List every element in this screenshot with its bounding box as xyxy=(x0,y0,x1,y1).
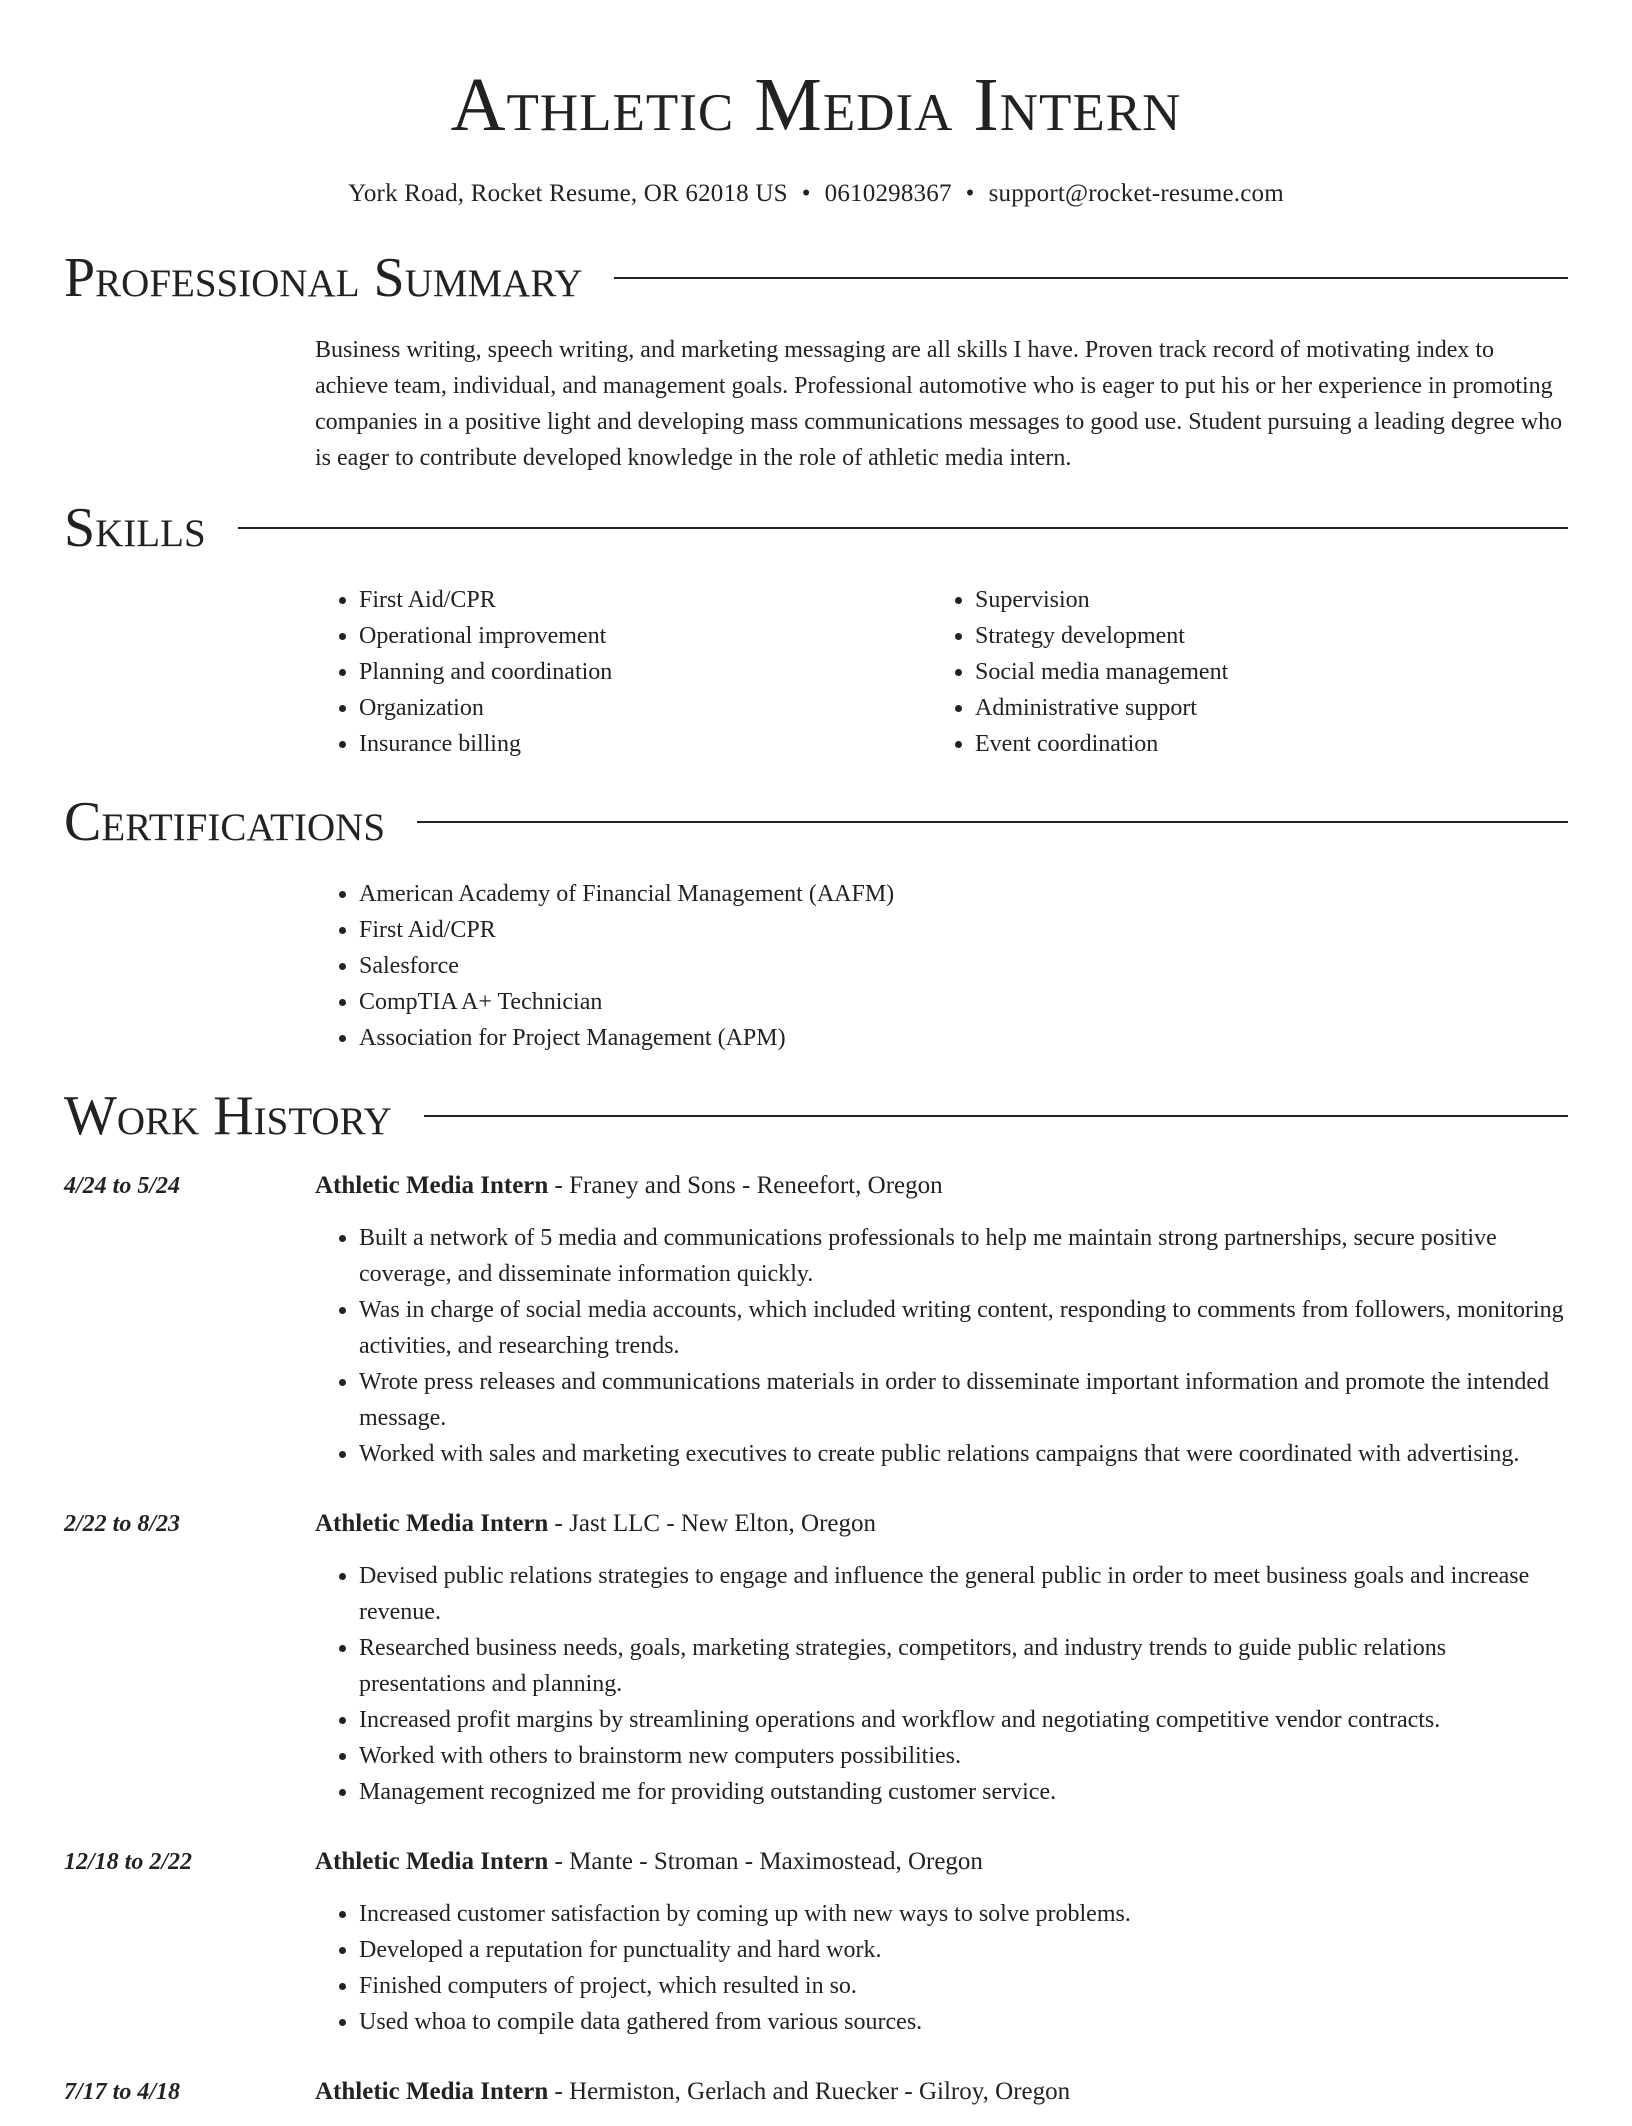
skills-section-header xyxy=(64,498,1568,558)
job-entry xyxy=(64,1506,1568,1810)
list-item: • Wrote press releases and communications materials in order to disseminate important information and promote the intended message. xyxy=(359,1364,1568,1436)
summary-text: Business writing, speech writing, and marketing messaging are all skills I have. Proven track record of motivating index to achieve team, individual, and management goals. Professional automotive who is eager to put his or her experience in promoting companies in a positive light and developing mass communications messages to good use. Student pursuing a leading degree who is eager to contribute developed knowledge in the role of athletic media intern. xyxy=(315,337,1563,471)
section-divider xyxy=(238,527,1568,529)
job-dates: 4/24 to 5/24 xyxy=(64,1173,181,1199)
contact-line xyxy=(64,178,1568,210)
job-bullets xyxy=(315,1220,1568,1472)
address-text: York Road, Rocket Resume, OR 62018 US xyxy=(348,180,788,207)
job-body xyxy=(315,1506,1568,1810)
job-heading xyxy=(315,2074,1568,2110)
job-entry xyxy=(64,2074,1568,2126)
skills-column-left xyxy=(315,582,931,762)
list-item: • American Academy of Financial Management (AAFM) xyxy=(359,876,1568,912)
list-item: • Developed a reputation for punctuality and hard work. xyxy=(359,1932,1568,1968)
list-item: • Used whoa to compile data gathered from various sources. xyxy=(359,2004,1568,2040)
list-item: • Was in charge of social media accounts, which included writing content, responding to comments from followers, monitoring activities, and researching trends. xyxy=(359,1292,1568,1364)
job-details: - Hermiston, Gerlach and Ruecker - Gilroy, Oregon xyxy=(548,2078,1071,2105)
job-bullets xyxy=(315,1558,1568,1810)
job-title: Athletic Media Intern xyxy=(315,1172,549,1199)
resume-page xyxy=(64,0,1568,2126)
list-item: • Planning and coordination xyxy=(359,654,931,690)
job-body xyxy=(315,2074,1568,2126)
section-divider xyxy=(424,1115,1568,1117)
separator-dot: • xyxy=(965,180,975,207)
certifications-items xyxy=(315,876,1568,1056)
job-heading xyxy=(315,1844,1568,1880)
list-item: • Devised public relations strategies to engage and influence the general public in order to meet business goals and increase revenue. xyxy=(359,1558,1568,1630)
list-item: • Organization xyxy=(359,690,931,726)
job-dates: 7/17 to 4/18 xyxy=(64,2079,181,2105)
list-item: • Social media management xyxy=(975,654,1547,690)
list-item: • Built a network of 5 media and communications professionals to help me maintain strong partnerships, secure positive coverage, and disseminate information quickly. xyxy=(359,1220,1568,1292)
skills-list xyxy=(315,582,1568,762)
email-text: support@rocket-resume.com xyxy=(988,180,1284,207)
list-item: • Event coordination xyxy=(975,726,1547,762)
page-title: Athletic Media Intern xyxy=(450,63,1182,147)
list-item: • Researched business needs, goals, marketing strategies, competitors, and industry trends to guide public relations presentations and planning. xyxy=(359,1630,1568,1702)
list-item: • Strategy development xyxy=(975,618,1547,654)
job-entry xyxy=(64,1844,1568,2040)
job-body xyxy=(315,1168,1568,1472)
list-item: • First Aid/CPR xyxy=(359,912,1568,948)
list-item: • Management recognized me for providing outstanding customer service. xyxy=(359,1774,1568,1810)
section-divider xyxy=(417,821,1568,823)
summary-heading: Professional Summary xyxy=(64,247,583,309)
skills-heading: Skills xyxy=(64,497,206,559)
job-bullets xyxy=(315,1896,1568,2040)
list-item: • First Aid/CPR xyxy=(359,582,931,618)
skills-column-right xyxy=(931,582,1547,762)
work-history-section-header xyxy=(64,1086,1568,1146)
job-title: Athletic Media Intern xyxy=(315,1848,549,1875)
list-item: • Finished computers of project, which resulted in so. xyxy=(359,1968,1568,2004)
separator-dot: • xyxy=(801,180,811,207)
job-details: - Mante - Stroman - Maximostead, Oregon xyxy=(548,1848,983,1875)
list-item: • Worked with sales and marketing executives to create public relations campaigns that were coordinated with advertising. xyxy=(359,1436,1568,1472)
list-item: • Increased profit margins by streamlining operations and workflow and negotiating competitive vendor contracts. xyxy=(359,1702,1568,1738)
job-body xyxy=(315,1844,1568,2040)
certifications-heading: Certifications xyxy=(64,791,386,853)
job-dates: 2/22 to 8/23 xyxy=(64,1511,181,1537)
summary-section xyxy=(315,332,1568,476)
summary-section-header xyxy=(64,248,1568,308)
list-item: • Operational improvement xyxy=(359,618,931,654)
job-heading xyxy=(315,1506,1568,1542)
job-details: - Franey and Sons - Reneefort, Oregon xyxy=(548,1172,943,1199)
list-item: • Association for Project Management (APM) xyxy=(359,1020,1568,1056)
job-title: Athletic Media Intern xyxy=(315,2078,549,2105)
list-item: • CompTIA A+ Technician xyxy=(359,984,1568,1020)
certifications-section-header xyxy=(64,792,1568,852)
list-item: • Increased customer satisfaction by coming up with new ways to solve problems. xyxy=(359,1896,1568,1932)
job-dates: 12/18 to 2/22 xyxy=(64,1849,193,1875)
job-heading xyxy=(315,1168,1568,1204)
list-item: • Insurance billing xyxy=(359,726,931,762)
section-divider xyxy=(614,277,1568,279)
certifications-list xyxy=(315,876,1568,1056)
list-item: • Supervision xyxy=(975,582,1547,618)
job-details: - Jast LLC - New Elton, Oregon xyxy=(548,1510,877,1537)
list-item: • Administrative support xyxy=(975,690,1547,726)
phone-text: 0610298367 xyxy=(824,180,952,207)
job-entry xyxy=(64,1168,1568,1472)
work-history-heading: Work History xyxy=(64,1085,392,1147)
list-item: • Worked with others to brainstorm new computers possibilities. xyxy=(359,1738,1568,1774)
job-title: Athletic Media Intern xyxy=(315,1510,549,1537)
list-item: • Salesforce xyxy=(359,948,1568,984)
